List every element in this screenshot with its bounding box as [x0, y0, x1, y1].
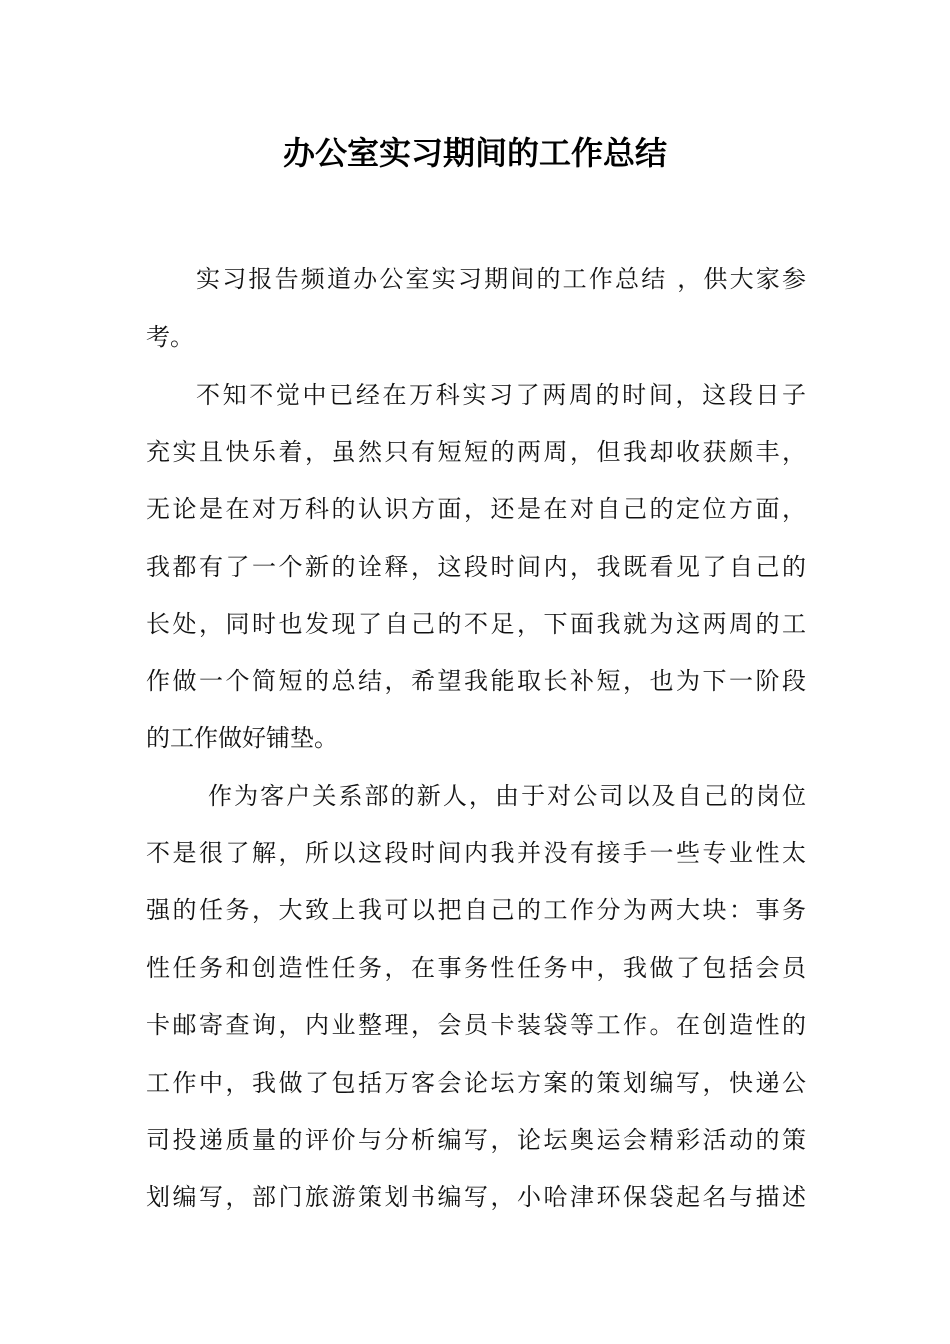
paragraph-2-line-1: 不知不觉中已经在万科实习了两周的时间，这段日子	[196, 381, 806, 409]
paragraph-3-line-6: 工作中，我做了包括万客会论坛方案的策划编写，快递公	[146, 1069, 806, 1097]
paragraph-1-line-1: 实习报告频道办公室实习期间的工作总结 ，供大家参	[196, 265, 806, 293]
paragraph-2-line-3: 无论是在对万科的认识方面，还是在对自己的定位方面，	[146, 495, 806, 523]
paragraph-3-line-2: 不是很了解，所以这段时间内我并没有接手一些专业性太	[146, 839, 806, 867]
paragraph-2-line-5: 长处，同时也发现了自己的不足，下面我就为这两周的工	[146, 610, 806, 638]
paragraph-3-line-7: 司投递质量的评价与分析编写，论坛奥运会精彩活动的策	[146, 1126, 806, 1154]
paragraph-3-line-3: 强的任务，大致上我可以把自己的工作分为两大块：事务	[146, 896, 806, 924]
paragraph-2-line-6: 作做一个简短的总结，希望我能取长补短，也为下一阶段	[146, 667, 806, 695]
paragraph-1-line-2: 考。	[146, 323, 194, 351]
paragraph-2-line-7: 的工作做好铺垫。	[146, 724, 338, 752]
paragraph-3-line-8: 划编写，部门旅游策划书编写，小哈津环保袋起名与描述	[146, 1183, 806, 1211]
document-title: 办公室实习期间的工作总结	[282, 134, 667, 172]
paragraph-2-line-4: 我都有了一个新的诠释，这段时间内，我既看见了自己的	[146, 553, 806, 581]
paragraph-3-line-4: 性任务和创造性任务，在事务性任务中，我做了包括会员	[146, 954, 806, 982]
paragraph-3-line-5: 卡邮寄查询，内业整理，会员卡装袋等工作。在创造性的	[146, 1011, 806, 1039]
paragraph-3-line-1: 作为客户关系部的新人，由于对公司以及自己的岗位	[208, 782, 806, 810]
paragraph-2-line-2: 充实且快乐着，虽然只有短短的两周，但我却收获颇丰，	[146, 438, 806, 466]
